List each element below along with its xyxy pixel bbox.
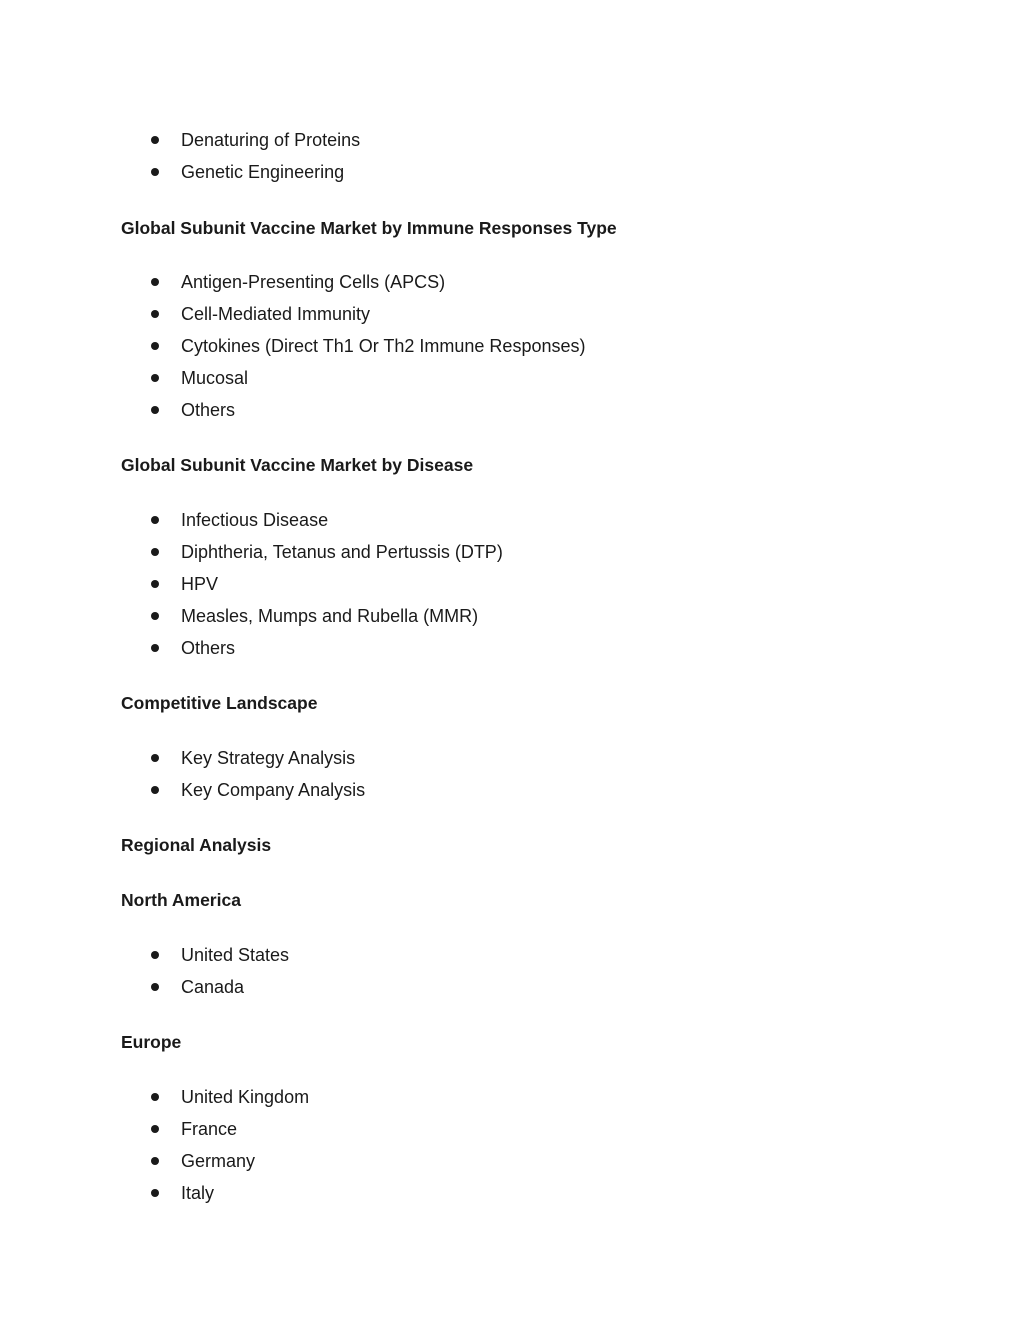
list-item-text: Infectious Disease — [181, 510, 329, 530]
list-item-text: Antigen-Presenting Cells (APCS) — [181, 272, 446, 292]
bullet-icon — [151, 168, 159, 176]
bullet-icon — [151, 951, 159, 959]
list-item-text: France — [181, 1119, 238, 1139]
list-item-text: Key Company Analysis — [181, 780, 366, 800]
list-item-text: Canada — [181, 977, 245, 997]
bullet-icon — [151, 406, 159, 414]
bullet-icon — [151, 374, 159, 382]
section-heading: North America — [121, 890, 241, 910]
list-item-text: Diphtheria, Tetanus and Pertussis (DTP) — [181, 542, 503, 562]
bullet-icon — [151, 310, 159, 318]
list-item-text: United Kingdom — [181, 1087, 310, 1107]
bullet-icon — [151, 1189, 159, 1197]
list-item-text: Mucosal — [181, 368, 249, 388]
bullet-icon — [151, 983, 159, 991]
section-heading: Global Subunit Vaccine Market by Immune Responses Type — [121, 218, 617, 238]
list-item-text: Denaturing of Proteins — [181, 130, 361, 150]
bullet-icon — [151, 1157, 159, 1165]
list-item-text: United States — [181, 945, 290, 965]
section-heading: Global Subunit Vaccine Market by Disease — [121, 455, 474, 475]
list-item-text: Others — [181, 400, 236, 420]
bullet-icon — [151, 548, 159, 556]
bullet-icon — [151, 612, 159, 620]
bullet-icon — [151, 786, 159, 794]
list-item-text: Germany — [181, 1151, 256, 1171]
list-item-text: Italy — [181, 1183, 215, 1203]
list-item-text: Measles, Mumps and Rubella (MMR) — [181, 606, 479, 626]
bullet-icon — [151, 136, 159, 144]
bullet-icon — [151, 1093, 159, 1101]
bullet-icon — [151, 580, 159, 588]
bullet-icon — [151, 644, 159, 652]
bullet-icon — [151, 1125, 159, 1133]
section-heading: Regional Analysis — [121, 835, 272, 855]
bullet-icon — [151, 278, 159, 286]
list-item-text: Others — [181, 638, 236, 658]
list-item-text: Cell-Mediated Immunity — [181, 304, 371, 324]
bullet-icon — [151, 754, 159, 762]
section-heading: Competitive Landscape — [121, 693, 318, 713]
bullet-icon — [151, 516, 159, 524]
list-item-text: Genetic Engineering — [181, 162, 345, 182]
list-item-text: Cytokines (Direct Th1 Or Th2 Immune Responses) — [181, 336, 586, 356]
bullet-icon — [151, 342, 159, 350]
list-item-text: Key Strategy Analysis — [181, 748, 356, 768]
section-heading: Europe — [121, 1032, 182, 1052]
list-item-text: HPV — [181, 574, 219, 594]
